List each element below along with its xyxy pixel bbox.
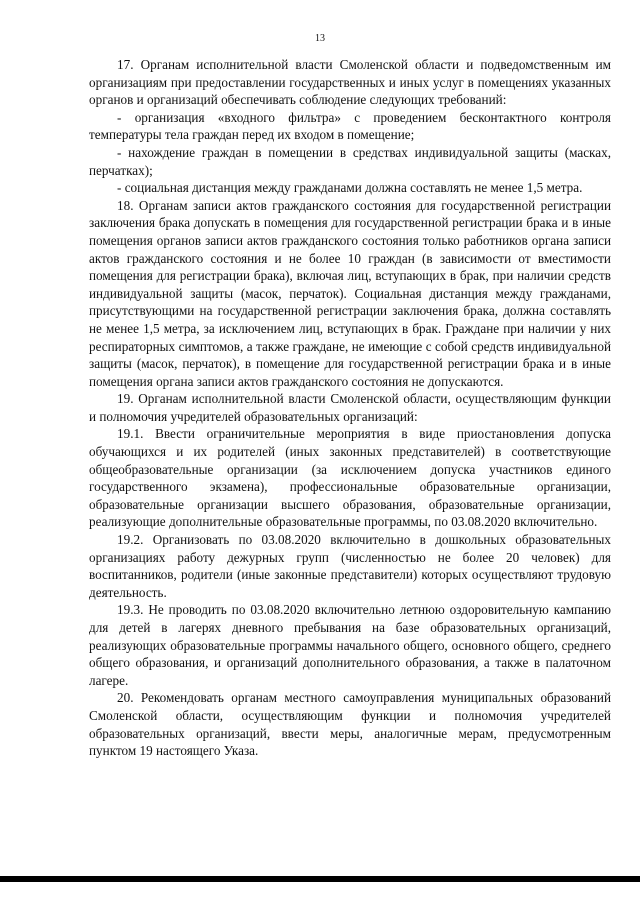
paragraph-17-item-2: - нахождение граждан в помещении в средствах индивидуальной защиты (масках, перчатках); xyxy=(89,144,611,178)
paragraph-19: 19. Органам исполнительной власти Смоленской области, осуществляющим функции и полномочия учредителей образовательных организаций: xyxy=(89,391,611,424)
paragraph-17: 17. Органам исполнительной власти Смоленской области и подведомственным им организациям при предоставлении государственных и иных услуг в помещениях указанных органов и организаций обеспечивать соблюдение следующих требований: xyxy=(89,57,611,108)
paragraph-19-2: 19.2. Организовать по 03.08.2020 включительно в дошкольных образовательных организациях работу дежурных групп (численностью не более 20 человек) для воспитанников, родители (иные законные представители) которых осуществляют трудовую деятельность. xyxy=(89,532,611,600)
bottom-rule xyxy=(0,876,640,882)
page-number: 13 xyxy=(315,33,325,44)
document-body xyxy=(89,56,611,760)
paragraph-19-3: 19.3. Не проводить по 03.08.2020 включительно летнюю оздоровительную кампанию для детей в лагерях дневного пребывания на базе образовательных организаций, реализующих образовательные программы начального общего, основного общего, среднего общего образования, и организаций дополнительного образования, а также в палаточном лагере. xyxy=(89,602,611,688)
paragraph-18: 18. Органам записи актов гражданского состояния для государственной регистрации заключения брака допускать в помещения для государственной регистрации брака и в иные помещения органов записи актов гражданского состояния только работников органа записи актов гражданского состояния и не более 10 граждан (в зависимости от вместимости помещения для регистрации брака), включая лиц, вступающих в брак, при наличии средств индивидуальной защиты (масок, перчаток). Социальная дистанция между гражданами, присутствующими на государственной регистрации заключения брака, должна составлять не менее 1,5 метра, за исключением лиц, вступающих в брак. Граждане при наличии у них респираторных симптомов, а также граждане, не имеющие с собой средств индивидуальной защиты (масок, перчаток), в помещение для государственной регистрации брака и в иные помещения органа записи актов гражданского состояния не допускаются. xyxy=(89,197,611,389)
paragraph-20: 20. Рекомендовать органам местного самоуправления муниципальных образований Смоленской области, осуществляющим функции и полномочия учредителей образовательных организаций, ввести меры, аналогичные мерам, предусмотренным пунктом 19 настоящего Указа. xyxy=(89,690,611,759)
paragraph-17-item-3: - социальная дистанция между гражданами должна составлять не менее 1,5 метра. xyxy=(117,180,583,196)
paragraph-19-1: 19.1. Ввести ограничительные мероприятия в виде приостановления допуска обучающихся и их родителей (иных законных представителей) в соответствующие общеобразовательные организации (за исключением допуска участников единого государственного экзамена), профессиональные образовательные организации, образовательные организации высшего образования, образовательные организации, реализующие дополнительные образовательные программы, по 03.08.2020 включительно. xyxy=(89,426,611,530)
paragraph-17-item-1: - организация «входного фильтра» с проведением бесконтактного контроля температуры тела граждан перед их входом в помещение; xyxy=(89,109,611,143)
